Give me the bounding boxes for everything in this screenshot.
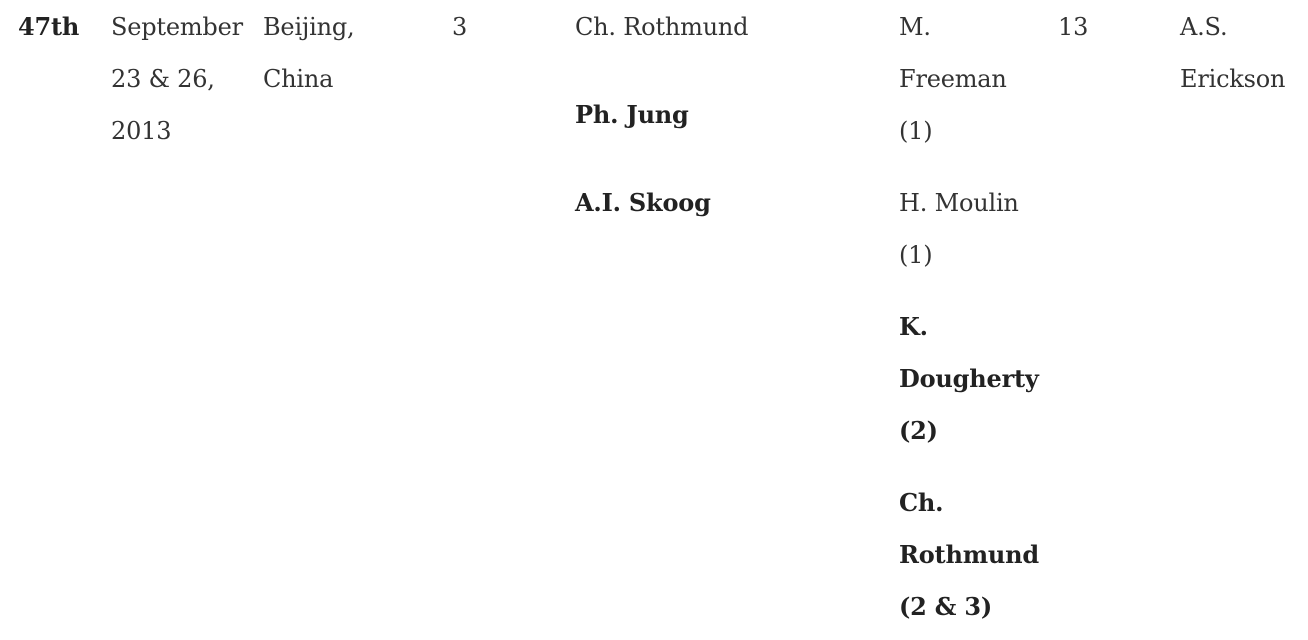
speaker-line: Ch.	[899, 488, 944, 517]
date-line: 23 & 26,	[111, 65, 215, 93]
papers-count: 13	[1058, 13, 1089, 41]
speaker-line: Dougherty	[899, 364, 1039, 393]
sessions-count-cell	[452, 1, 467, 53]
organizer-line: Erickson	[1180, 65, 1286, 93]
speaker-entry	[899, 177, 1019, 281]
speaker-line: (2)	[899, 416, 938, 445]
chair-name: Ph. Jung	[575, 100, 689, 129]
date-cell	[111, 1, 243, 157]
sessions-count: 3	[452, 13, 468, 41]
speaker-line: H. Moulin	[899, 189, 1019, 217]
chair-entry	[575, 177, 711, 229]
location-cell	[263, 1, 354, 105]
speaker-entry	[899, 301, 1039, 457]
date-line: 2013	[111, 117, 172, 145]
papers-count-cell	[1058, 1, 1088, 53]
chair-name: A.I. Skoog	[575, 188, 711, 217]
location-line: Beijing,	[263, 13, 355, 41]
location-line: China	[263, 65, 334, 93]
organizer-line: A.S.	[1180, 13, 1228, 41]
organizer-cell	[1180, 1, 1285, 105]
speaker-line: M.	[899, 13, 931, 41]
edition-cell	[18, 1, 79, 53]
speaker-line: (1)	[899, 241, 933, 269]
speaker-entry	[899, 1, 1007, 157]
speaker-line: K.	[899, 312, 928, 341]
chair-entry	[575, 1, 748, 53]
chair-entry	[575, 89, 689, 141]
speaker-line: (2 & 3)	[899, 592, 993, 621]
speaker-line: (1)	[899, 117, 933, 145]
speaker-line: Rothmund	[899, 540, 1039, 569]
speaker-entry	[899, 477, 1039, 633]
chair-name: Ch. Rothmund	[575, 13, 749, 41]
speaker-line: Freeman	[899, 65, 1007, 93]
date-line: September	[111, 13, 243, 41]
edition-number: 47th	[18, 12, 80, 41]
